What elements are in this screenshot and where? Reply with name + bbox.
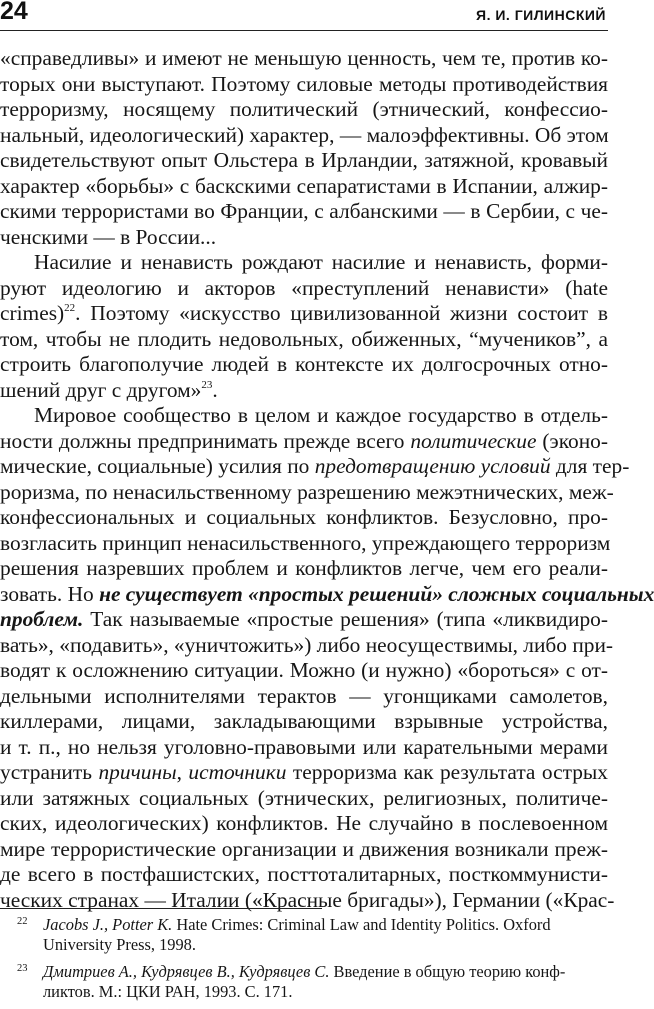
text-segment: возгласить принцип ненасильственного, упреждающего терроризм — [0, 530, 611, 555]
text-segment: устранить — [0, 760, 99, 784]
text-line — [0, 530, 611, 557]
text-segment: ности должны предпринимать прежде всего — [0, 428, 411, 453]
text-line — [0, 556, 608, 582]
text-segment: crimes) — [0, 301, 65, 325]
text-segment: терроризму, носящему политический (этнический, конфессио- — [0, 97, 608, 121]
text-segment: . Поэтому «искусство цивилизованной жизни состоит в — [75, 301, 608, 325]
text-line — [0, 479, 614, 506]
text-segment: источники — [188, 760, 287, 784]
body-text — [0, 46, 654, 913]
text-segment: водят к осложнению ситуации. Можно (и нужно) «бороться» с от- — [0, 658, 608, 682]
text-line — [0, 684, 608, 710]
footnote-line — [43, 935, 608, 955]
text-segment: и т. п., но нельзя уголовно-правовыми или карательными мерами — [0, 734, 608, 759]
text-segment: мире террористические организации и движения возникали преж- — [0, 836, 608, 861]
text-segment: дельными исполнителями терактов — угонщиками самолетов, — [0, 683, 608, 708]
footnote-line — [43, 962, 608, 982]
text-segment: для тер- — [550, 454, 630, 478]
footnote-line — [43, 982, 608, 1002]
text-segment: Так называемые «простые решения» (типа «ликвидиро- — [83, 607, 608, 631]
text-segment: мические, социальные) усилия по — [0, 454, 315, 478]
footnote-divider — [0, 908, 322, 909]
text-segment: Jacobs J., Potter K. — [43, 915, 173, 934]
text-line — [0, 72, 608, 98]
footnote-reference: 23 — [201, 378, 213, 391]
footnote-number: 22 — [17, 916, 28, 927]
text-segment: University Press, 1998. — [43, 935, 196, 954]
text-segment: том, чтобы не плодить недовольных, обиженных, “мучеников”, а — [0, 326, 608, 351]
text-segment: ликтов. М.: ЦКИ РАН, 1993. С. 171. — [43, 982, 293, 1001]
text-segment: ских, идеологических) конфликтов. Не случайно в послевоенном — [0, 811, 608, 835]
text-segment: ческих странах — Италии («Красные бригады»), Германии («Крас- — [0, 887, 615, 912]
text-segment: нальный, идеологический) характер, — малоэффективны. Об этом — [0, 122, 609, 147]
text-segment: конфессиональных и социальных конфликтов. Безусловно, про- — [0, 505, 608, 529]
text-line — [0, 97, 608, 123]
text-segment: скими террористами во Франции, с албанскими — в Сербии, с че- — [0, 199, 608, 223]
text-line — [0, 378, 608, 404]
text-line — [0, 403, 608, 429]
text-segment: де всего в постфашистских, посттоталитарных, посткоммунисти- — [0, 862, 608, 886]
text-line — [0, 581, 654, 608]
text-line — [0, 709, 608, 735]
text-segment: (эконо- — [536, 428, 608, 453]
text-segment: или затяжных социальных (этнических, религиозных, политиче- — [0, 785, 608, 810]
text-segment: терроризма как результата острых — [286, 760, 608, 784]
footnotes — [0, 915, 608, 1009]
text-segment: решения назревших проблем и конфликтов легче, чем его реали- — [0, 556, 608, 580]
text-line — [0, 632, 614, 659]
text-segment: шений друг с другом» — [0, 377, 202, 402]
footnote-number: 23 — [17, 963, 28, 974]
text-line — [0, 454, 630, 480]
text-segment: характер «борьбы» с баскскими сепаратистами в Испании, алжир- — [0, 173, 608, 198]
text-segment: Мировое сообщество в целом и каждое государство в отдель- — [34, 403, 608, 427]
text-line — [0, 429, 608, 455]
text-segment: строить благополучие людей в контексте их долгосрочных отно- — [0, 352, 608, 376]
page-header — [0, 0, 608, 31]
text-line — [0, 837, 608, 863]
text-segment: свидетельствуют опыт Ольстера в Ирландии, затяжной, кровавый — [0, 148, 608, 172]
text-segment: ченскими — в России... — [0, 224, 217, 249]
text-line — [0, 760, 608, 786]
text-line — [0, 174, 608, 200]
text-line — [0, 786, 608, 812]
text-line — [0, 505, 608, 531]
footnote — [0, 915, 608, 955]
text-segment: предотвращению условий — [314, 454, 551, 478]
text-line — [0, 862, 608, 888]
text-segment: зовать. Но — [0, 581, 100, 606]
text-line — [0, 327, 608, 353]
text-segment: торых они выступают. Поэтому силовые методы противодействия — [0, 71, 608, 96]
footnote-reference: 22 — [64, 302, 76, 314]
text-segment: Hate Crimes: Criminal Law and Identity Politics. Oxford — [172, 915, 551, 934]
text-line — [0, 225, 608, 251]
text-segment: проблем. — [0, 607, 84, 631]
text-line — [0, 276, 608, 302]
text-line — [0, 658, 608, 684]
text-line — [0, 607, 608, 633]
text-segment: , — [176, 760, 189, 784]
text-line — [0, 735, 608, 761]
text-segment: не существует «простых решений» сложных социальных — [99, 581, 654, 606]
text-line — [0, 123, 608, 149]
text-line — [0, 199, 608, 225]
text-segment: руют идеологию и акторов «преступлений ненависти» (hate — [0, 275, 608, 300]
text-segment: роризма, по ненасильственному разрешению межэтнических, меж- — [0, 479, 614, 504]
text-segment: причины — [98, 760, 177, 784]
text-line — [0, 46, 608, 72]
text-segment: политические — [410, 428, 537, 453]
text-line — [0, 887, 615, 914]
text-segment: Насилие и ненависть рождают насилие и ненависть, форми- — [34, 250, 608, 274]
text-line — [0, 148, 608, 174]
text-line — [0, 301, 608, 327]
text-segment: . — [212, 377, 218, 402]
text-segment: Введение в общую теорию конф- — [329, 962, 566, 981]
page-number: 24 — [0, 0, 28, 25]
footnote — [0, 962, 608, 1002]
text-segment: «справедливы» и имеют не меньшую ценность, чем те, против ко- — [0, 46, 608, 70]
text-segment: киллерами, лицами, закладывающими взрывные устройства, — [0, 709, 608, 733]
text-line — [0, 352, 608, 378]
text-segment: вать», «подавить», «уничтожить») либо неосуществимы, либо при- — [0, 632, 614, 657]
footnote-line — [43, 915, 608, 935]
text-line — [0, 250, 608, 276]
running-head-author: Я. И. ГИЛИНСКИЙ — [476, 7, 606, 23]
text-line — [0, 811, 608, 837]
text-segment: Дмитриев А., Кудрявцев В., Кудрявцев С. — [43, 962, 330, 981]
